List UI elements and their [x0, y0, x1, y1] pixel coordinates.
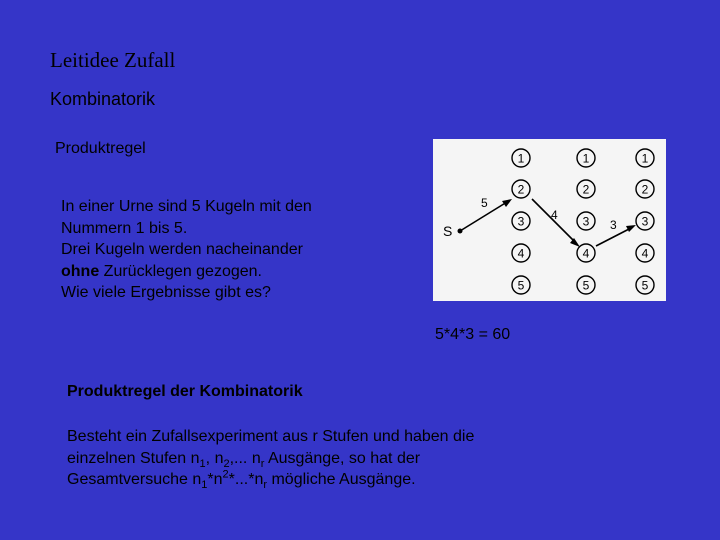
- problem-line-4: [61, 261, 312, 283]
- node-label: 1: [641, 151, 649, 166]
- node-1-5: [512, 276, 530, 294]
- node-label: 2: [517, 182, 525, 197]
- rule-heading: Produktregel der Kombinatorik: [67, 383, 303, 400]
- node-3-1: [636, 149, 654, 167]
- subscript: r: [260, 457, 265, 470]
- node-label: 5: [517, 278, 525, 293]
- node-1-3: [512, 212, 530, 230]
- node-label: 3: [641, 214, 649, 229]
- rule-line-2-part: ,... n: [229, 449, 261, 467]
- subscript: 2: [222, 468, 229, 481]
- subscript: 2: [223, 457, 230, 470]
- node-label: 1: [517, 151, 525, 166]
- problem-line-3: Drei Kugeln werden nacheinander: [61, 241, 303, 258]
- rule-line-2: [67, 448, 474, 470]
- arrowhead-3: [626, 225, 636, 232]
- tree-diagram: [433, 139, 666, 301]
- rule-line-2-part: Ausgänge, so hat der: [264, 449, 421, 467]
- node-label: 5: [582, 278, 590, 293]
- problem-line-4-rest: Zurücklegen gezogen.: [99, 262, 262, 280]
- node-2-1: [577, 149, 595, 167]
- start-label: S: [443, 223, 453, 239]
- node-2-5: [577, 276, 595, 294]
- node-label: 2: [641, 182, 649, 197]
- node-label: 3: [582, 214, 590, 229]
- problem-text: [61, 196, 312, 304]
- node-label: 3: [517, 214, 525, 229]
- problem-line-1: In einer Urne sind 5 Kugeln mit den: [61, 198, 312, 215]
- node-1-4: [512, 244, 530, 262]
- rule-line-1: Besteht ein Zufallsexperiment aus r Stufen und haben die: [67, 428, 475, 445]
- node-3-2: [636, 180, 654, 198]
- node-label: 4: [641, 246, 649, 261]
- node-label: 4: [582, 246, 590, 261]
- slide-title: Leitidee Zufall: [50, 48, 176, 72]
- node-3-5: [636, 276, 654, 294]
- node-3-3: [636, 212, 654, 230]
- rule-body: [67, 426, 474, 491]
- rule-line-3: [67, 469, 474, 491]
- node-label: 1: [582, 151, 590, 166]
- rule-line-2-part: , n: [205, 449, 224, 467]
- rule-line-3-part: *n: [207, 471, 223, 488]
- rule-line-3-part: Gesamtversuche n: [67, 471, 202, 488]
- node-label: 4: [517, 246, 525, 261]
- emphasis-ohne: ohne: [61, 262, 100, 280]
- node-2-2: [577, 180, 595, 198]
- edge-label-2: 4: [551, 208, 558, 222]
- subscript: 1: [201, 479, 208, 492]
- result-formula: 5*4*3 = 60: [435, 326, 511, 343]
- subscript: r: [263, 479, 268, 492]
- edge-label-3: 3: [610, 218, 617, 232]
- node-3-4: [636, 244, 654, 262]
- node-label: 5: [641, 278, 649, 293]
- tree-diagram-svg: [433, 139, 666, 301]
- arrowhead-1: [502, 199, 512, 207]
- section-heading: Produktregel: [55, 140, 146, 157]
- node-2-3: [577, 212, 595, 230]
- subscript: 1: [199, 457, 206, 470]
- problem-line-2: Nummern 1 bis 5.: [61, 219, 188, 237]
- rule-line-3-part: mögliche Ausgänge.: [267, 471, 416, 488]
- slide-subtitle: Kombinatorik: [50, 89, 156, 109]
- node-layer: [512, 149, 654, 294]
- node-label: 2: [582, 182, 590, 197]
- rule-line-3-part: *...*n: [228, 471, 264, 488]
- node-2-4: [577, 244, 595, 262]
- node-1-2: [512, 180, 530, 198]
- edge-label-1: 5: [481, 196, 488, 210]
- node-1-1: [512, 149, 530, 167]
- rule-line-2-part: einzelnen Stufen n: [67, 449, 200, 467]
- start-node: [458, 229, 463, 234]
- problem-line-5: Wie viele Ergebnisse gibt es?: [61, 284, 271, 301]
